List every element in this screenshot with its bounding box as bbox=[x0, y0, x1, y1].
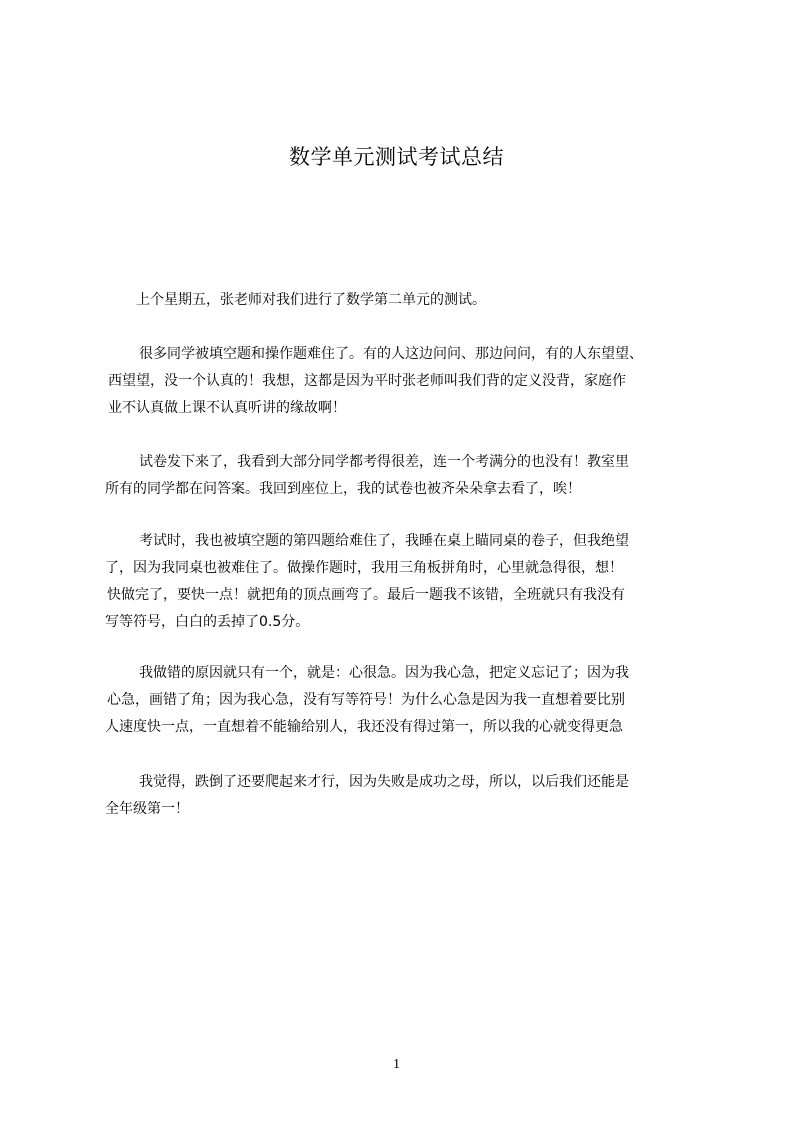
text-line: 考试时，我也被填空题的第四题给难住了，我睡在桌上瞄同桌的卷子，但我绝望 bbox=[139, 533, 629, 549]
text-line: 业不认真做上课不认真听讲的缘故啊！ bbox=[108, 400, 346, 416]
text-line: 我觉得，跌倒了还要爬起来才行，因为失败是成功之母，所以，以后我们还能是 bbox=[139, 774, 629, 790]
text-line: 了，因为我同桌也被难住了。做操作题时，我用三角板拼角时，心里就急得很，想！ bbox=[105, 560, 623, 576]
text-line: 所有的同学都在问答案。我回到座位上，我的试卷也被齐朵朵拿去看了，唉！ bbox=[105, 481, 581, 497]
text-line: 我做错的原因就只有一个，就是：心很急。因为我心急，把定义忘记了；因为我 bbox=[139, 665, 629, 681]
text-line: 上个星期五，张老师对我们进行了数学第二单元的测试。 bbox=[136, 292, 486, 308]
text-line: 人速度快一点，一直想着不能输给别人，我还没有得过第一，所以我的心就变得更急 bbox=[105, 719, 623, 735]
text-line: 快做完了，要快一点！就把角的顶点画弯了。最后一题我不该错，全班就只有我没有 bbox=[107, 587, 625, 603]
text-line: 全年级第一！ bbox=[105, 801, 189, 817]
text-line: 很多同学被填空题和操作题难住了。有的人这边问问、那边问问，有的人东望望、 bbox=[139, 346, 643, 362]
text-line: 西望望，没一个认真的！我想，这都是因为平时张老师叫我们背的定义没背，家庭作 bbox=[108, 373, 626, 389]
text-line: 试卷发下来了，我看到大部分同学都考得很差，连一个考满分的也没有！教室里 bbox=[139, 454, 629, 470]
text-line: 写等符号，白白的丢掉了0.5分。 bbox=[105, 614, 310, 630]
text-line: 心急，画错了角；因为我心急，没有写等符号！为什么心急是因为我一直想着要比别 bbox=[107, 692, 625, 708]
page-number: 1 bbox=[393, 1057, 400, 1072]
page-title: 数学单元测试考试总结 bbox=[289, 145, 504, 169]
